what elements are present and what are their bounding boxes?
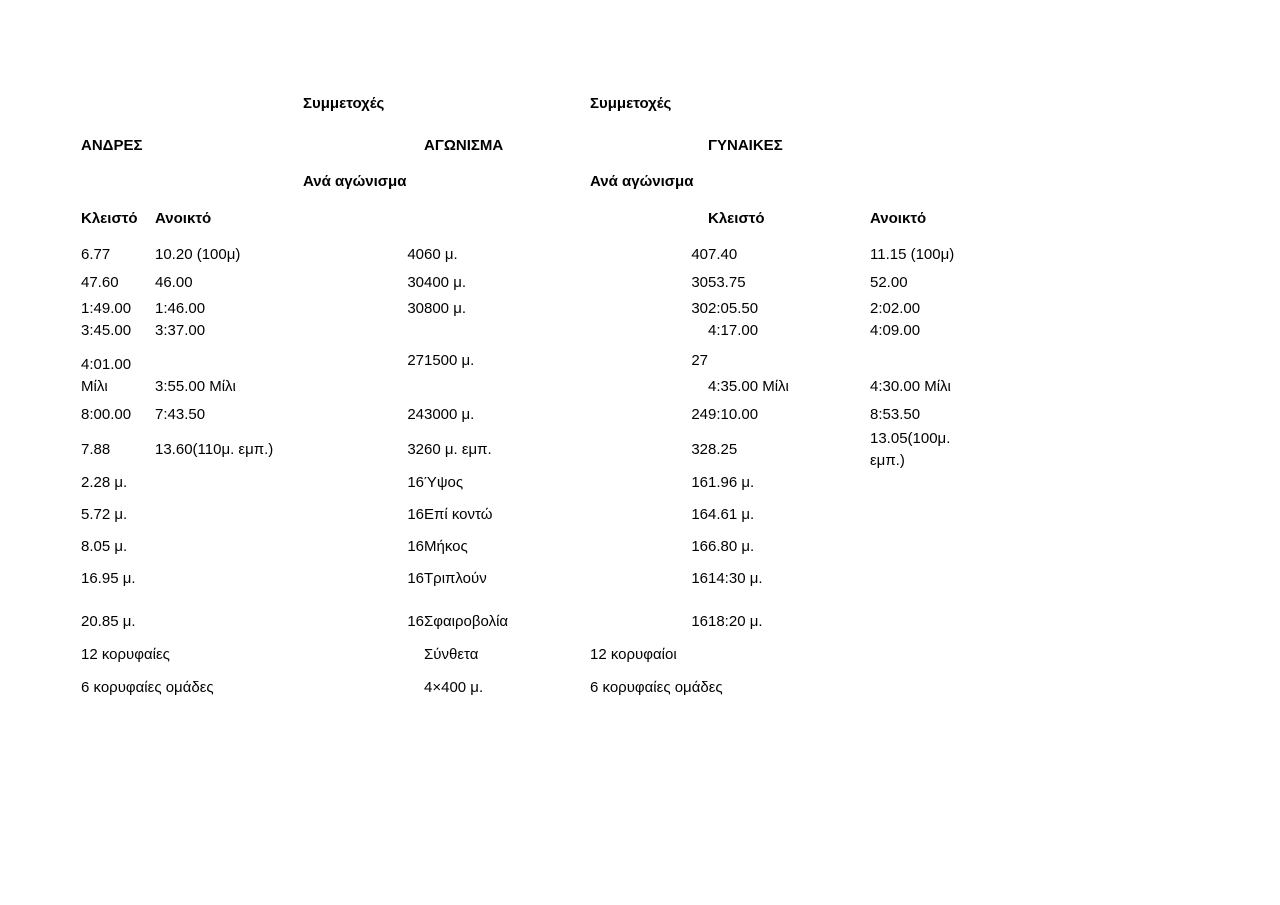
value-cell: 4:35.00 Μίλι [708,378,789,395]
value-cell: 3:45.00 [81,322,132,339]
qualification-standards-table [81,84,967,710]
value-cell: 1:46.00 [155,300,206,317]
empty-cell [155,84,303,124]
header-cell: Κλειστό [708,210,765,227]
value-cell: 8:00.00 [81,406,132,423]
value-cell: 13.60(110μ. εμπ.) [155,441,274,458]
participations-cell: 16 [691,506,708,523]
empty-cell [424,196,590,242]
table-body [81,84,967,710]
header-cell: ΑΓΩΝΙΣΜΑ [424,137,504,154]
empty-cell [424,84,590,124]
table-header-row [81,84,967,124]
value-cell: 2:05.50 [708,300,759,317]
table-row [81,536,967,558]
table-header-row [81,124,967,168]
participations-cell: 16 [407,474,424,491]
value-cell: 20.85 μ. [81,613,136,630]
header-cell: Ανά αγώνισμα [303,173,407,190]
value-cell: 9:10.00 [708,406,759,423]
empty-cell [590,124,708,168]
header-cell: Συμμετοχές [590,95,672,112]
value-cell: 4:30.00 Μίλι [870,378,951,395]
value-cell: 7.88 [81,441,111,458]
event-cell: Τριπλούν [424,570,487,587]
empty-cell [155,600,303,644]
value-cell: 1.96 μ. [708,474,755,491]
empty-cell [155,558,303,600]
table-row [81,558,967,600]
value-cell: 3:55.00 Μίλι [155,378,236,395]
participations-cell: 30 [407,300,424,317]
empty-cell [155,168,303,196]
participations-cell: 27 [407,352,424,369]
event-cell: 400 μ. [424,274,467,291]
empty-cell [81,168,155,196]
value-cell: 7.40 [708,246,738,263]
participations-cell: 32 [407,441,424,458]
event-cell: Ύψος [424,474,464,491]
value-cell: 13.05(100μ. εμπ.) [870,430,951,469]
value-cell: 10.20 (100μ) [155,246,241,263]
header-cell: ΑΝΔΡΕΣ [81,137,143,154]
table-row [81,644,967,666]
participations-cell: 16 [407,570,424,587]
participations-cell: 16 [407,613,424,630]
value-cell: 8.05 μ. [81,538,128,555]
table-row [81,472,967,494]
empty-cell [424,168,590,196]
header-cell: Ανά αγώνισμα [590,173,694,190]
event-cell: 1500 μ. [424,352,475,369]
event-cell: Σφαιροβολία [424,613,509,630]
value-cell: 4:09.00 [870,322,921,339]
value-cell: 5.72 μ. [81,506,128,523]
participations-cell: 16 [691,570,708,587]
value-cell: 6 κορυφαίες ομάδες [590,679,723,696]
value-cell: 12 κορυφαίοι [590,646,677,663]
empty-cell [303,644,424,666]
value-cell: 12 κορυφαίες [81,646,170,663]
header-cell: ΓΥΝΑΙΚΕΣ [708,137,783,154]
value-cell: 18:20 μ. [708,613,763,630]
value-cell: 1:49.00 [81,300,132,317]
empty-cell [303,124,424,168]
table-row [81,268,967,298]
event-cell: Σύνθετα [424,646,479,663]
value-cell: 53.75 [708,274,746,291]
participations-cell: 32 [691,441,708,458]
value-cell: 4:17.00 [708,322,759,339]
value-cell: 47.60 [81,274,119,291]
empty-cell [303,196,424,242]
participations-cell: 16 [407,538,424,555]
empty-cell [155,494,303,536]
value-cell: 11.15 (100μ) [870,246,955,263]
table-row [81,242,967,268]
participations-cell: 40 [407,246,424,263]
value-cell: 8:53.50 [870,406,921,423]
event-cell: 3000 μ. [424,406,475,423]
table-row [81,494,967,536]
event-cell: 60 μ. εμπ. [424,441,492,458]
table-row [81,600,967,644]
table-row [81,428,967,472]
event-cell: Επί κοντώ [424,506,493,523]
participations-cell: 30 [691,274,708,291]
value-cell: 4.61 μ. [708,506,755,523]
table-row [81,402,967,428]
participations-cell: 27 [691,352,708,369]
table-row [81,320,967,342]
participations-cell: 24 [691,406,708,423]
value-cell: 3:37.00 [155,322,206,339]
value-cell: 6.80 μ. [708,538,755,555]
empty-cell [303,666,424,710]
value-cell: 6.77 [81,246,111,263]
event-cell: 4×400 μ. [424,679,484,696]
empty-cell [155,536,303,558]
table-row [81,298,967,320]
value-cell: 8.25 [708,441,738,458]
participations-cell: 16 [407,506,424,523]
value-cell: 2:02.00 [870,300,921,317]
participations-cell: 16 [691,613,708,630]
table-header-row [81,168,967,196]
header-cell: Ανοικτό [155,210,212,227]
value-cell: 7:43.50 [155,406,206,423]
event-cell: Μήκος [424,538,468,555]
header-cell: Συμμετοχές [303,95,385,112]
event-cell: 60 μ. [424,246,458,263]
participations-cell: 30 [407,274,424,291]
participations-cell: 40 [691,246,708,263]
participations-cell: 30 [691,300,708,317]
empty-cell [590,196,708,242]
value-cell: 52.00 [870,274,908,291]
table-row [81,666,967,710]
table-header-row [81,196,967,242]
empty-cell [155,472,303,494]
value-cell: 6 κορυφαίες ομάδες [81,679,214,696]
participations-cell: 16 [691,538,708,555]
header-cell: Κλειστό [81,210,138,227]
empty-cell [81,84,155,124]
value-cell: 4:01.00 Μίλι [81,356,132,395]
participations-cell: 16 [691,474,708,491]
value-cell: 2.28 μ. [81,474,128,491]
value-cell: 14:30 μ. [708,570,763,587]
header-cell: Ανοικτό [870,210,927,227]
value-cell: 46.00 [155,274,193,291]
event-cell: 800 μ. [424,300,467,317]
participations-cell: 24 [407,406,424,423]
value-cell: 16.95 μ. [81,570,136,587]
